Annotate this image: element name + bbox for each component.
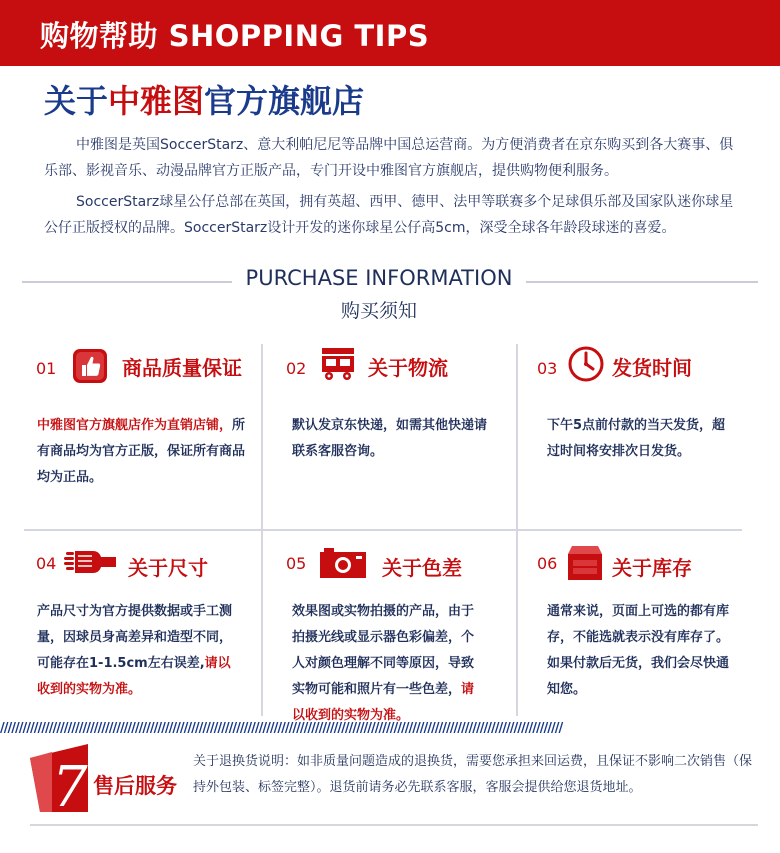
card-title: 关于色差 bbox=[382, 556, 462, 580]
card-number: 06 bbox=[537, 554, 558, 573]
after-sales-title: 售后服务 bbox=[93, 774, 177, 798]
clock-icon bbox=[568, 346, 604, 382]
store-title bbox=[44, 76, 364, 122]
header-bar bbox=[0, 0, 780, 66]
card-body-text: 效果图或实物拍摄的产品，由于拍摄光线或显示器色彩偏差，个人对颜色理解不同等原因，导致实物可能和照片有一些色差， bbox=[292, 604, 475, 697]
section-divider-left bbox=[22, 281, 232, 283]
store-title-brand: 中雅图 bbox=[108, 82, 205, 120]
card-body bbox=[292, 413, 488, 465]
store-title-suffix: 官方旗舰店 bbox=[204, 82, 365, 120]
card-body bbox=[292, 599, 486, 729]
bottom-divider bbox=[30, 824, 758, 826]
card-body-text: 默认发京东快递，如需其他快递请联系客服咨询。 bbox=[292, 418, 488, 459]
purchase-heading-cn: 购买须知 bbox=[340, 300, 417, 322]
delivery-truck-icon bbox=[320, 346, 356, 382]
card-body-text: 所有商品均为官方正版，保证所有商品均为正品。 bbox=[37, 418, 246, 485]
card-title: 发货时间 bbox=[612, 356, 692, 380]
card-body bbox=[37, 599, 235, 703]
after-sales-number: 7 bbox=[52, 755, 88, 812]
section-divider-right bbox=[526, 281, 758, 283]
store-title-prefix: 关于 bbox=[44, 82, 109, 120]
dashed-divider: ////////////////////////////////////////////////////////////////////////////////////////////////////////////////////////////////////////////////////// bbox=[0, 721, 563, 733]
card-number: 05 bbox=[286, 554, 307, 573]
card-title: 关于库存 bbox=[612, 556, 692, 580]
card-body-text: 下午5点前付款的当天发货，超过时间将安排次日发货。 bbox=[547, 418, 726, 459]
card-body bbox=[547, 413, 737, 465]
card-body-emphasis: 请以收到的实物为准。 bbox=[37, 656, 231, 697]
purchase-heading-en: PURCHASE INFORMATION bbox=[245, 266, 513, 290]
card-number: 02 bbox=[286, 359, 307, 378]
after-sales-badge-icon bbox=[30, 744, 88, 812]
card-title: 商品质量保证 bbox=[122, 356, 242, 380]
header-title: 购物帮助 SHOPPING TIPS bbox=[40, 19, 430, 53]
card-title: 关于物流 bbox=[368, 356, 448, 380]
card-body bbox=[37, 413, 249, 491]
after-sales-body: 关于退换货说明：如非质量问题造成的退换货，需要您承担来回运费，且保证不影响二次销售（保持外包装、标签完整）。退货前请务必先联系客服，客服会提供给您退货地址。 bbox=[193, 754, 753, 795]
intro-paragraph-2: SoccerStarz球星公仔总部在英国，拥有英超、西甲、德甲、法甲等联赛多个足球俱乐部及国家队迷你球星公仔正版授权的品牌。SoccerStarz设计开发的迷你球星公仔高5cm，深受全球各年龄段球迷的喜爱。 bbox=[44, 194, 734, 236]
card-body-text: 通常来说，页面上可选的都有库存，不能选就表示没有库存了。如果付款后无货，我们会尽快通知您。 bbox=[547, 604, 730, 697]
card-number: 03 bbox=[537, 359, 558, 378]
intro-paragraph-1: 中雅图是英国SoccerStarz、意大利帕尼尼等品牌中国总运营商。为方便消费者在京东购买到各大赛事、俱乐部、影视音乐、动漫品牌官方正版产品，专门开设中雅图官方旗舰店，提供购物便利服务。 bbox=[44, 137, 734, 179]
ruler-hand-icon bbox=[64, 546, 118, 578]
camera-icon bbox=[320, 546, 366, 578]
card-body-text: 产品尺寸为官方提供数据或手工测量，因球员身高差异和造型不同，可能存在1-1.5cm左右误差, bbox=[37, 604, 233, 671]
card-body-emphasis: 中雅图官方旗舰店作为直销店铺， bbox=[37, 418, 233, 433]
card-body-emphasis: 请以收到的实物为准。 bbox=[292, 682, 475, 723]
grid-divider bbox=[24, 529, 742, 531]
card-title: 关于尺寸 bbox=[128, 556, 208, 580]
card-body bbox=[547, 599, 737, 703]
card-number: 04 bbox=[36, 554, 57, 573]
storage-box-icon bbox=[568, 544, 602, 580]
card-number: 01 bbox=[36, 359, 57, 378]
thumbs-up-icon bbox=[72, 348, 108, 384]
